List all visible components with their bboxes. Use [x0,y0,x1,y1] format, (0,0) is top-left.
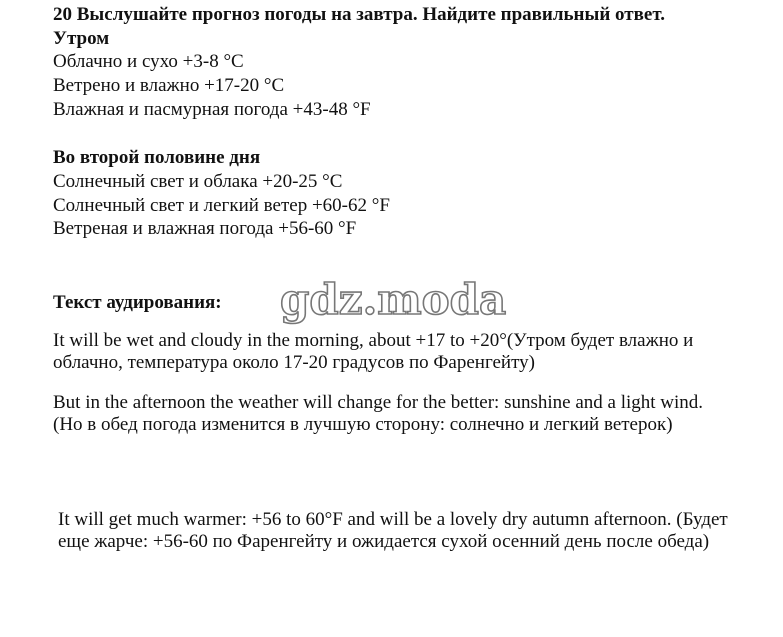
transcript-paragraph: It will get much warmer: +56 to 60°F and will be a lovely dry autumn afternoon. (Будет еще жарче: +56-60 по Фаренгейту и ожидается сухой осенний день после обеда) [58,509,728,552]
transcript-paragraph: It will be wet and cloudy in the morning, about +17 to +20°(Утром будет влажно и облачно, температура около 17-20 градусов по Фаренгейту) [53,330,694,373]
task-title: 20 Выслушайте прогноз погоды на завтра. Найдите правильный ответ. [53,4,665,25]
transcript-paragraph: But in the afternoon the weather will change for the better: sunshine and a light wind. (Но в обед погода изменится в лучшую сторону: солнечно и легкий ветерок) [53,392,704,435]
watermark-logo: gdz.moda [280,275,507,324]
morning-option: Ветрено и влажно +17-20 °C [53,75,285,96]
morning-option: Облачно и сухо +3-8 °C [53,51,244,72]
afternoon-option: Ветреная и влажная погода +56-60 °F [53,218,357,239]
afternoon-option: Солнечный свет и легкий ветер +60-62 °F [53,195,390,216]
audio-text-heading: Текст аудирования: [53,292,222,313]
afternoon-option: Солнечный свет и облака +20-25 °C [53,171,343,192]
morning-heading: Утром [53,28,110,49]
morning-option: Влажная и пасмурная погода +43-48 °F [53,99,371,120]
afternoon-heading: Во второй половине дня [53,147,261,168]
